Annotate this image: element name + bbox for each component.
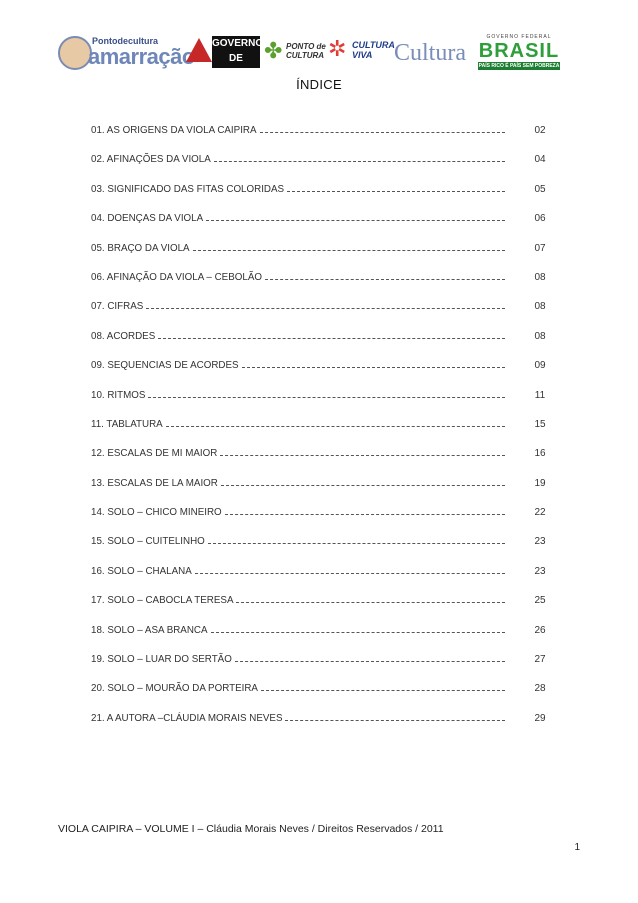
toc-leader-dashes xyxy=(214,160,505,162)
viva-text: CULTURA VIVA xyxy=(352,40,395,60)
toc-leader-dashes xyxy=(265,278,505,280)
toc-entry-label: 08. ACORDES xyxy=(91,330,156,342)
toc-entry-label: 21. A AUTORA –CLÁUDIA MORAIS NEVES xyxy=(91,712,283,724)
toc-entry-page: 22 xyxy=(534,507,546,519)
toc-leader-dashes xyxy=(220,454,505,456)
toc-entry-page: 08 xyxy=(534,271,546,283)
toc-entry xyxy=(91,154,551,183)
toc-entry-page: 26 xyxy=(534,624,546,636)
toc-entry-page: 25 xyxy=(534,595,546,607)
toc-entry xyxy=(91,390,551,419)
toc-leader-dashes xyxy=(225,513,505,515)
toc-leader-dashes xyxy=(206,219,505,221)
toc-entry xyxy=(91,654,551,683)
toc-entry xyxy=(91,507,551,536)
brasil-logo xyxy=(478,34,560,74)
figure-icon: ✤ xyxy=(264,38,283,63)
toc-leader-dashes xyxy=(146,307,505,309)
page-title-text: ÍNDICE xyxy=(296,77,342,92)
logo-big-text: amarração xyxy=(88,44,195,69)
toc-entry-page: 29 xyxy=(534,712,546,724)
toc-entry xyxy=(91,713,551,742)
toc-entry xyxy=(91,301,551,330)
toc-leader-dashes xyxy=(260,131,505,133)
toc-leader-dashes xyxy=(158,337,505,339)
logo-strip xyxy=(58,34,560,79)
toc-entry xyxy=(91,478,551,507)
toc-entry-page: 28 xyxy=(534,683,546,695)
toc-entry-label: 20. SOLO – MOURÃO DA PORTEIRA xyxy=(91,683,258,695)
toc-entry-page: 23 xyxy=(534,565,546,577)
brasil-tagline: PAÍS RICO É PAÍS SEM POBREZA xyxy=(478,63,560,69)
toc-leader-dashes xyxy=(236,601,505,603)
toc-entry-label: 10. RITMOS xyxy=(91,389,146,401)
toc-entry-page: 09 xyxy=(534,360,546,372)
toc-entry xyxy=(91,536,551,565)
toc-entry xyxy=(91,272,551,301)
toc-entry-page: 08 xyxy=(534,330,546,342)
toc-entry-page: 06 xyxy=(534,213,546,225)
toc-entry-label: 17. SOLO – CABOCLA TERESA xyxy=(91,595,234,607)
toc-leader-dashes xyxy=(221,484,505,486)
toc-entry-page: 02 xyxy=(534,125,546,136)
toc-entry-label: 06. AFINAÇÃO DA VIOLA – CEBOLÃO xyxy=(91,271,262,283)
toc-leader-dashes xyxy=(261,689,505,691)
page-number: 1 xyxy=(574,842,580,853)
toc-entry-page: 19 xyxy=(534,477,546,489)
toc-entry xyxy=(91,625,551,654)
toc-entry-label: 19. SOLO – LUAR DO SERTÃO xyxy=(91,654,232,666)
toc-entry-label: 16. SOLO – CHALANA xyxy=(91,565,192,577)
cultura-text: Cultura xyxy=(394,40,466,66)
footer-text: VIOLA CAIPIRA – VOLUME I – Cláudia Morais Neves / Direitos Reservados / 2011 xyxy=(58,823,444,835)
triangle-icon xyxy=(186,38,212,62)
toc-leader-dashes xyxy=(235,660,505,662)
toc-entry xyxy=(91,213,551,242)
toc-leader-dashes xyxy=(193,249,505,251)
toc-leader-dashes xyxy=(242,366,505,368)
toc-entry-label: 13. ESCALAS DE LA MAIOR xyxy=(91,477,218,489)
toc-entry-page: 08 xyxy=(534,301,546,313)
toc-entry xyxy=(91,184,551,213)
toc-entry-label: 02. AFINAÇÕES DA VIOLA xyxy=(91,154,211,166)
toc-entry xyxy=(91,243,551,272)
toc-leader-dashes xyxy=(195,572,505,574)
toc-entry xyxy=(91,419,551,448)
toc-entry xyxy=(91,360,551,389)
toc-entry xyxy=(91,331,551,360)
toc-entry-label: 07. CIFRAS xyxy=(91,301,144,313)
ponto-text: PONTO de CULTURA xyxy=(286,42,326,60)
ponto-de-cultura-amarracao-logo xyxy=(58,34,195,74)
governo-de-minas-logo xyxy=(186,34,264,79)
ponto-de-cultura-logo xyxy=(264,34,326,74)
toc-entry-page: 27 xyxy=(534,654,546,666)
toc-entry-label: 14. SOLO – CHICO MINEIRO xyxy=(91,507,222,519)
child-face-icon xyxy=(58,36,92,70)
toc-entry-page: 05 xyxy=(534,183,546,195)
toc-entry-label: 18. SOLO – ASA BRANCA xyxy=(91,624,208,636)
toc-entry-label: 15. SOLO – CUITELINHO xyxy=(91,536,205,548)
toc-entry-page: 16 xyxy=(534,448,546,460)
toc-leader-dashes xyxy=(287,190,505,192)
toc-entry-label: 04. DOENÇAS DA VIOLA xyxy=(91,213,204,225)
toc-entry-page: 07 xyxy=(534,242,546,254)
toc-entry-label: 09. SEQUENCIAS DE ACORDES xyxy=(91,360,239,372)
brasil-word: BRASIL xyxy=(478,40,560,62)
table-of-contents xyxy=(91,125,551,742)
toc-leader-dashes xyxy=(166,425,505,427)
toc-leader-dashes xyxy=(285,719,505,721)
toc-entry-page: 15 xyxy=(534,418,546,430)
logo-small-text: Pontodecultura xyxy=(92,36,159,46)
governo-federal-text: GOVERNO FEDERAL xyxy=(486,34,552,40)
toc-entry-label: 05. BRAÇO DA VIOLA xyxy=(91,242,190,254)
toc-entry-label: 03. SIGNIFICADO DAS FITAS COLORIDAS xyxy=(91,183,285,195)
governo-line1: GOVERNO xyxy=(212,38,264,49)
toc-entry-label: 01. AS ORIGENS DA VIOLA CAIPIRA xyxy=(91,125,257,136)
toc-leader-dashes xyxy=(148,396,505,398)
toc-entry xyxy=(91,595,551,624)
toc-entry-page: 11 xyxy=(534,389,546,401)
toc-entry xyxy=(91,448,551,477)
governo-line2: DE MINAS xyxy=(219,53,253,79)
cultura-logo xyxy=(390,34,476,74)
toc-leader-dashes xyxy=(208,542,505,544)
toc-entry xyxy=(91,125,551,154)
cultura-viva-logo xyxy=(328,34,395,74)
page-title xyxy=(0,77,638,92)
toc-entry-label: 12. ESCALAS DE MI MAIOR xyxy=(91,448,218,460)
toc-entry-page: 23 xyxy=(534,536,546,548)
toc-entry xyxy=(91,566,551,595)
dancer-icon: ✲ xyxy=(328,36,347,61)
toc-entry xyxy=(91,683,551,712)
governo-box xyxy=(212,36,264,79)
toc-entry-page: 04 xyxy=(534,154,546,166)
toc-leader-dashes xyxy=(211,631,505,633)
toc-entry-label: 11. TABLATURA xyxy=(91,418,163,430)
